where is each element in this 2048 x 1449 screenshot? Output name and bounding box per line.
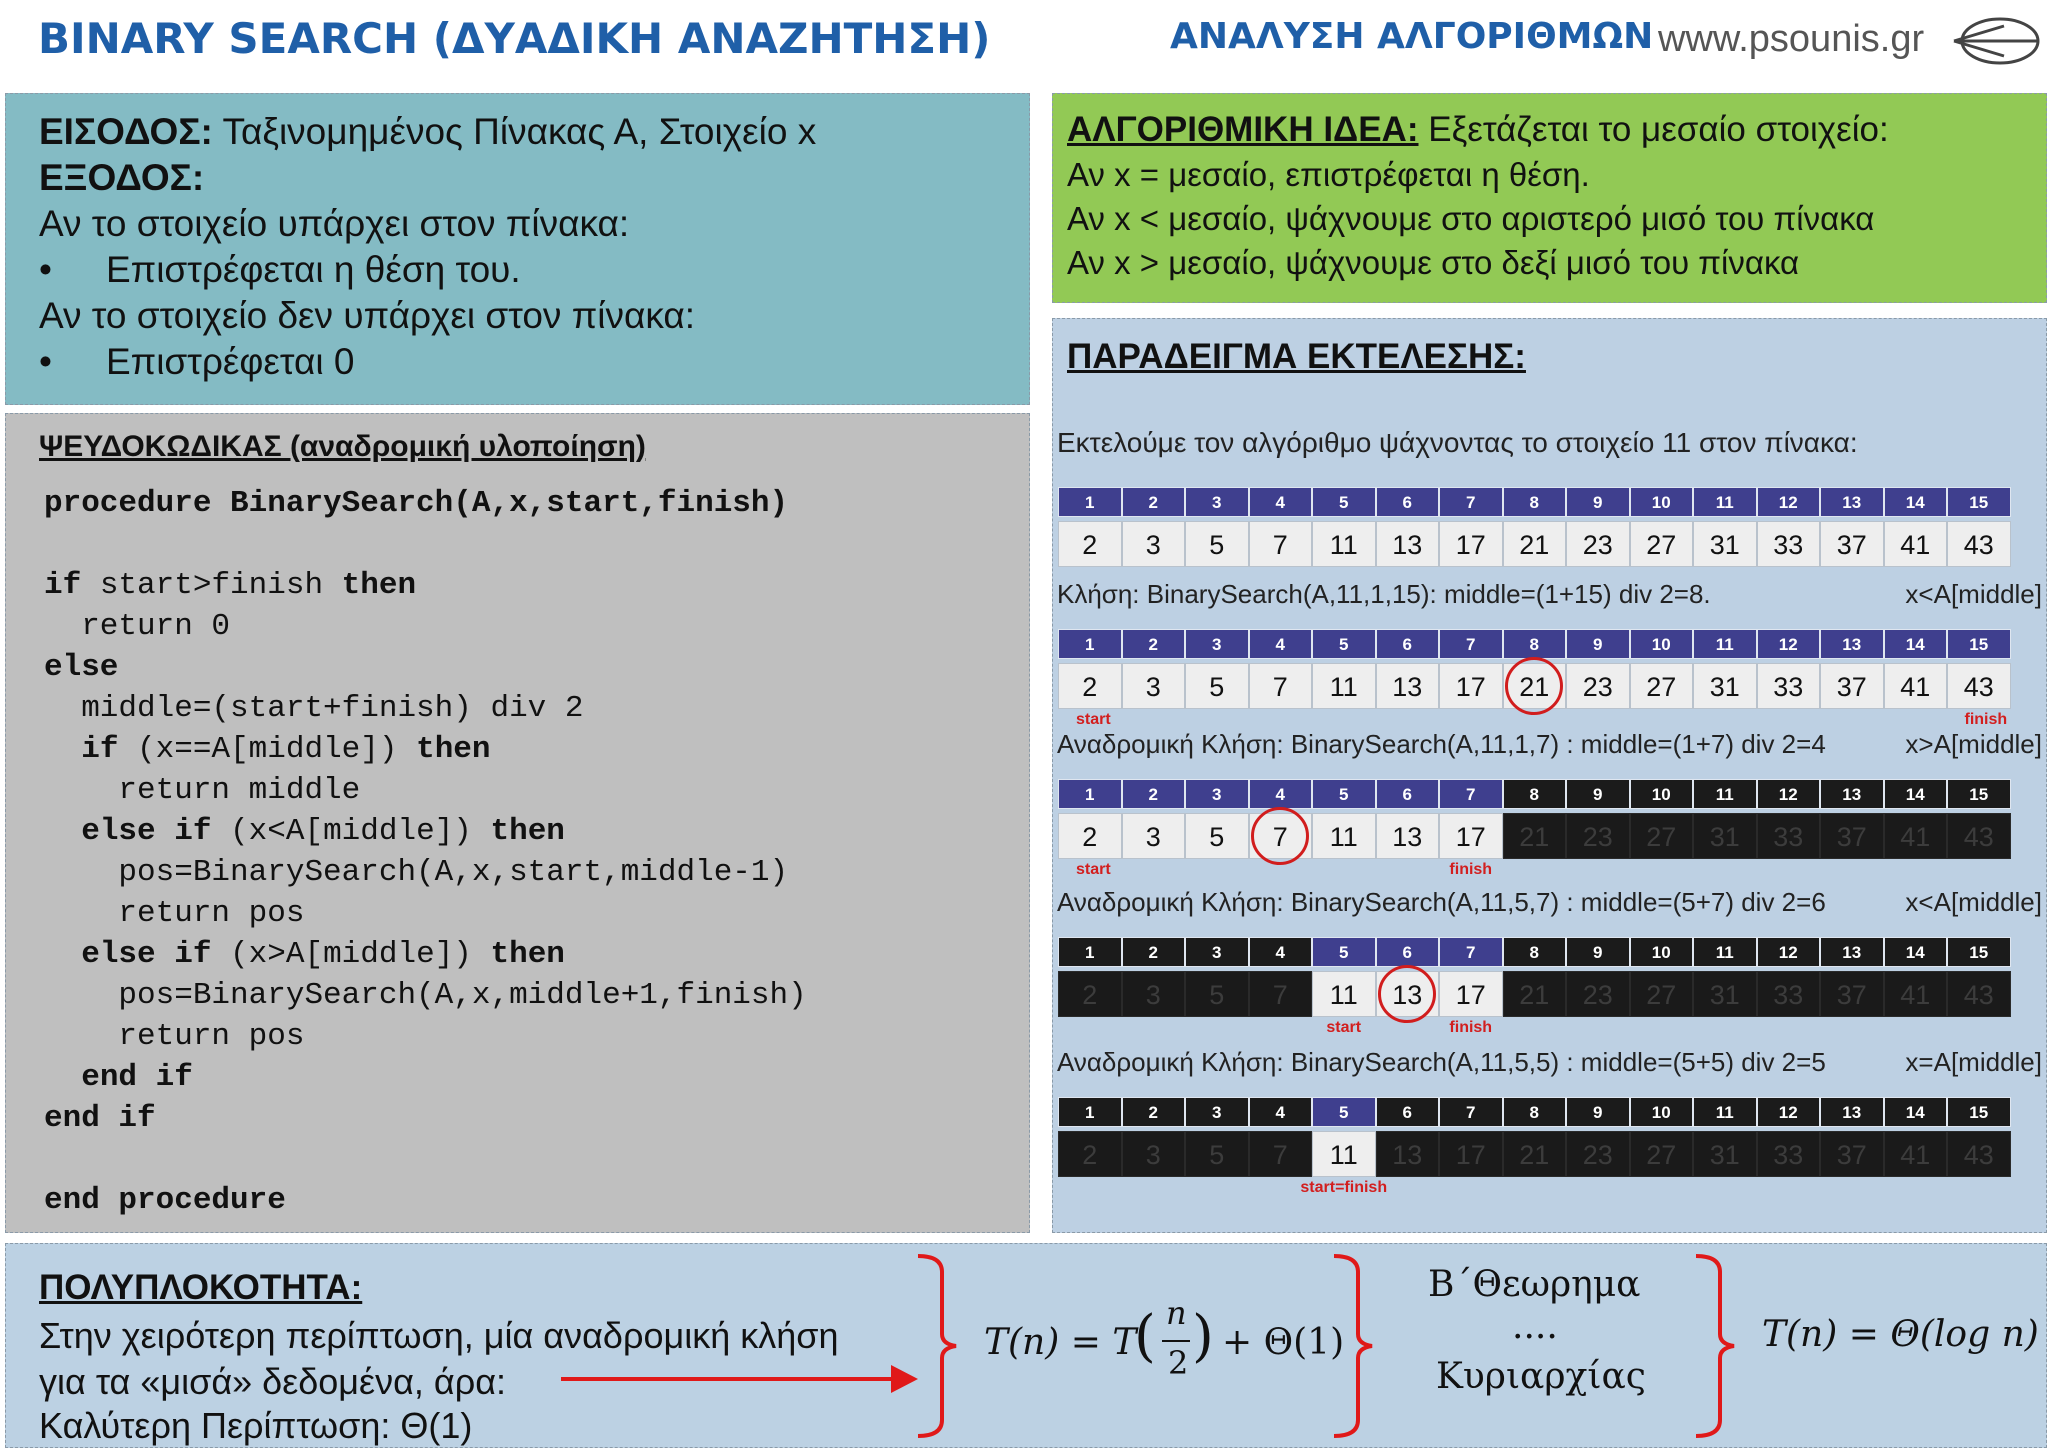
- course-subtitle: ΑΝΑΛΥΣΗ ΑΛΓΟΡΙΘΜΩΝ: [1170, 16, 1654, 57]
- array-index-cell: 8: [1503, 487, 1567, 517]
- recurrence-denominator: 2: [1168, 1344, 1189, 1382]
- array-value-cell: 7: [1249, 663, 1313, 709]
- complexity-line-half: για τα «μισά» δεδομένα, άρα:: [39, 1361, 507, 1402]
- pointer-label: start=finish: [1300, 1179, 1388, 1196]
- array-index-cell: 15: [1947, 779, 2011, 809]
- idea-text: Εξετάζεται το μεσαίο στοιχείο:: [1418, 110, 1889, 149]
- array-index-cell: 2: [1122, 779, 1186, 809]
- array-value-cell: 3: [1122, 521, 1186, 567]
- array-index-cell: 1: [1058, 629, 1122, 659]
- array-value-cell: 23: [1566, 663, 1630, 709]
- array-value-cell: 27: [1630, 1131, 1694, 1177]
- code-line: [44, 773, 360, 808]
- code-line: [44, 1019, 304, 1054]
- idea-line-greater: Αν x > μεσαίο, ψάχνουμε στο δεξί μισό του πίνακα: [1067, 244, 1800, 281]
- array-value-cell: 33: [1757, 1131, 1821, 1177]
- code-line: [44, 855, 788, 890]
- code-keyword: else if: [81, 814, 212, 849]
- theorem-line-3: Κυριαρχίας: [1436, 1356, 1646, 1397]
- array-value-cell: 23: [1566, 813, 1630, 859]
- code-line: [44, 650, 118, 685]
- array-index-cell: 9: [1566, 937, 1630, 967]
- array-index-cell: 5: [1312, 629, 1376, 659]
- code-keyword: end procedure: [44, 1183, 286, 1218]
- code-line: [44, 1183, 286, 1218]
- array-index-cell: 14: [1884, 487, 1948, 517]
- array-index-cell: 8: [1503, 937, 1567, 967]
- if-not-exists-text: Αν το στοιχείο δεν υπάρχει στον πίνακα:: [39, 295, 696, 336]
- recurrence-lhs: T(n) = T: [984, 1322, 1137, 1363]
- array-index-cell: 11: [1693, 779, 1757, 809]
- array-value-cell: 3: [1122, 813, 1186, 859]
- array-value-cell: 31: [1693, 971, 1757, 1017]
- array-index-cell: 13: [1820, 1097, 1884, 1127]
- code-keyword: end if: [44, 1101, 156, 1136]
- step-call-text: Αναδρομική Κλήση: BinarySearch(A,11,5,5) : middle=(5+5) div 2=5: [1057, 1047, 1826, 1077]
- array-value-cell: 41: [1884, 521, 1948, 567]
- array-index-cell: 9: [1566, 779, 1630, 809]
- array-value-cell: 11: [1312, 1131, 1376, 1177]
- array-index-cell: 7: [1439, 937, 1503, 967]
- array-index-cell: 8: [1503, 779, 1567, 809]
- array-index-cell: 7: [1439, 1097, 1503, 1127]
- idea-line-equal: Αν x = μεσαίο, επιστρέφεται η θέση.: [1067, 156, 1590, 193]
- pointer-label: finish: [1964, 711, 2008, 728]
- array-value-cell: 37: [1820, 1131, 1884, 1177]
- array-value-cell: 11: [1312, 521, 1376, 567]
- array-index-cell: 3: [1185, 487, 1249, 517]
- array-index-cell: 14: [1884, 937, 1948, 967]
- pointer-label: start: [1076, 861, 1111, 878]
- array-value-cell: 43: [1947, 1131, 2011, 1177]
- example-heading: ΠΑΡΑΔΕΙΓΜΑ ΕΚΤΕΛΕΣΗΣ:: [1067, 337, 1526, 376]
- array-value-cell: 17: [1439, 813, 1503, 859]
- code-line: [44, 691, 584, 726]
- array-value-cell: 21: [1503, 971, 1567, 1017]
- array-value-cell: 31: [1693, 813, 1757, 859]
- array-index-cell: 6: [1376, 779, 1440, 809]
- code-keyword: then: [490, 937, 565, 972]
- code-text: return 0: [44, 609, 231, 644]
- array-index-cell: 3: [1185, 629, 1249, 659]
- array-value-cell: 37: [1820, 971, 1884, 1017]
- array-value-cell: 21: [1503, 813, 1567, 859]
- array-value-cell: 2: [1058, 1131, 1122, 1177]
- array-value-cell: 31: [1693, 663, 1757, 709]
- recurrence-rhs: + Θ(1): [1222, 1322, 1345, 1363]
- array-index-cell: 13: [1820, 779, 1884, 809]
- array-value-cell: 33: [1757, 663, 1821, 709]
- code-keyword: procedure BinarySearch(A,x,start,finish): [44, 486, 789, 521]
- array-index-cell: 6: [1376, 937, 1440, 967]
- array-value-cell: 11: [1312, 813, 1376, 859]
- code-line: [44, 978, 807, 1013]
- bullet-item-zero: Επιστρέφεται 0: [106, 341, 355, 382]
- output-label: ΕΞΟΔΟΣ:: [39, 157, 205, 198]
- complexity-heading: ΠΟΛΥΠΛΟΚΟΤΗΤΑ:: [39, 1268, 363, 1307]
- code-text: return pos: [44, 896, 305, 931]
- array-index-cell: 8: [1503, 629, 1567, 659]
- array-index-cell: 14: [1884, 779, 1948, 809]
- array-index-cell: 5: [1312, 779, 1376, 809]
- paren-close: ): [1192, 1304, 1214, 1369]
- array-index-cell: 9: [1566, 487, 1630, 517]
- array-value-cell: 23: [1566, 1131, 1630, 1177]
- array-value-cell: 43: [1947, 971, 2011, 1017]
- pseudocode-heading: ΨΕΥΔΟΚΩΔΙΚΑΣ (αναδρομική υλοποίηση): [39, 430, 646, 463]
- array-index-cell: 5: [1312, 937, 1376, 967]
- code-line: [44, 896, 304, 931]
- step-result-text: x=A[middle]: [1905, 1047, 2042, 1077]
- array-value-cell: 41: [1884, 1131, 1948, 1177]
- code-text: middle=(start+finish) div 2: [44, 691, 584, 726]
- code-keyword: if: [44, 568, 82, 603]
- bullet-symbol: •: [39, 249, 52, 290]
- array-value-cell: 2: [1058, 663, 1122, 709]
- bullet-symbol: •: [39, 341, 52, 382]
- array-value-cell: 13: [1376, 813, 1440, 859]
- step-result-text: x<A[middle]: [1905, 887, 2042, 917]
- array-index-cell: 12: [1757, 1097, 1821, 1127]
- array-index-cell: 15: [1947, 629, 2011, 659]
- array-value-cell: 43: [1947, 663, 2011, 709]
- middle-highlight-circle: [1505, 657, 1563, 715]
- code-text: pos=BinarySearch(A,x,middle+1,finish): [44, 978, 807, 1013]
- code-text: (x<A[middle]): [211, 814, 491, 849]
- array-index-cell: 12: [1757, 487, 1821, 517]
- code-line: [44, 609, 230, 644]
- array-value-cell: 27: [1630, 813, 1694, 859]
- io-panel: [5, 93, 1030, 405]
- code-line: [44, 1101, 156, 1136]
- array-value-cell: 37: [1820, 663, 1884, 709]
- theorem-line-1: Β΄Θεωρημα: [1428, 1264, 1641, 1305]
- array-index-cell: 4: [1249, 629, 1313, 659]
- array-index-cell: 7: [1439, 629, 1503, 659]
- array-value-cell: 37: [1820, 521, 1884, 567]
- array-index-cell: 10: [1630, 487, 1694, 517]
- idea-label: ΑΛΓΟΡΙΘΜΙΚΗ ΙΔΕΑ:: [1067, 110, 1419, 149]
- array-value-cell: 2: [1058, 813, 1122, 859]
- pointer-label: start: [1076, 711, 1111, 728]
- array-index-cell: 15: [1947, 1097, 2011, 1127]
- array-index-cell: 5: [1312, 487, 1376, 517]
- array-value-cell: 31: [1693, 1131, 1757, 1177]
- array-value-cell: 13: [1376, 663, 1440, 709]
- array-value-cell: 33: [1757, 813, 1821, 859]
- array-index-cell: 9: [1566, 629, 1630, 659]
- array-index-cell: 1: [1058, 779, 1122, 809]
- step-call-text: Αναδρομική Κλήση: BinarySearch(A,11,5,7) : middle=(5+7) div 2=6: [1057, 887, 1826, 917]
- array-value-cell: 21: [1503, 663, 1567, 709]
- array-value-cell: 31: [1693, 521, 1757, 567]
- array-index-cell: 15: [1947, 487, 2011, 517]
- array-index-cell: 3: [1185, 937, 1249, 967]
- array-value-cell: 43: [1947, 521, 2011, 567]
- code-text: pos=BinarySearch(A,x,start,middle-1): [44, 855, 789, 890]
- array-index-cell: 6: [1376, 629, 1440, 659]
- array-value-cell: 27: [1630, 971, 1694, 1017]
- array-index-cell: 13: [1820, 629, 1884, 659]
- logo-icon: [1950, 14, 2042, 68]
- complexity-line-best: Καλύτερη Περίπτωση: Θ(1): [39, 1405, 473, 1446]
- pointer-label: start: [1326, 1019, 1362, 1036]
- input-line: [39, 108, 816, 155]
- array-index-cell: 4: [1249, 779, 1313, 809]
- array-index-cell: 12: [1757, 629, 1821, 659]
- theorem-line-2: ....: [1512, 1306, 1558, 1347]
- array-value-cell: 7: [1249, 971, 1313, 1017]
- array-value-cell: 7: [1249, 813, 1313, 859]
- code-keyword: else: [44, 650, 119, 685]
- array-index-cell: 3: [1185, 1097, 1249, 1127]
- array-value-cell: 17: [1439, 521, 1503, 567]
- recurrence-numerator: n: [1166, 1294, 1187, 1332]
- array-value-cell: 2: [1058, 521, 1122, 567]
- array-index-cell: 10: [1630, 937, 1694, 967]
- array-value-cell: 3: [1122, 1131, 1186, 1177]
- code-keyword: if: [81, 732, 119, 767]
- array-value-cell: 27: [1630, 521, 1694, 567]
- array-index-cell: 11: [1693, 487, 1757, 517]
- middle-highlight-circle: [1251, 807, 1309, 865]
- array-index-cell: 2: [1122, 937, 1186, 967]
- if-exists-text: Αν το στοιχείο υπάρχει στον πίνακα:: [39, 203, 630, 244]
- array-value-cell: 7: [1249, 1131, 1313, 1177]
- array-value-cell: 13: [1376, 521, 1440, 567]
- array-index-cell: 6: [1376, 487, 1440, 517]
- array-index-cell: 4: [1249, 1097, 1313, 1127]
- array-index-cell: 5: [1312, 1097, 1376, 1127]
- array-value-cell: 41: [1884, 971, 1948, 1017]
- array-value-cell: 13: [1376, 1131, 1440, 1177]
- execution-example-panel: [1052, 318, 2047, 1233]
- array-index-cell: 9: [1566, 1097, 1630, 1127]
- idea-line-less: Αν x < μεσαίο, ψάχνουμε στο αριστερό μισό του πίνακα: [1067, 200, 1875, 237]
- code-text: start>finish: [81, 568, 342, 603]
- array-value-cell: 5: [1185, 521, 1249, 567]
- website-link[interactable]: www.psounis.gr: [1658, 18, 1925, 60]
- array-index-cell: 12: [1757, 779, 1821, 809]
- code-text: (x==A[middle]): [118, 732, 417, 767]
- input-label: ΕΙΣΟΔΟΣ:: [39, 111, 213, 152]
- code-text: return pos: [44, 1019, 305, 1054]
- idea-heading: [1067, 110, 1889, 150]
- code-line: [44, 814, 565, 849]
- array-index-cell: 4: [1249, 487, 1313, 517]
- step-call-text: Κλήση: BinarySearch(A,11,1,15): middle=(1+15) div 2=8.: [1057, 579, 1711, 609]
- code-text: return middle: [44, 773, 361, 808]
- code-line: [44, 1060, 193, 1095]
- code-line: [44, 937, 565, 972]
- step-call-text: Αναδρομική Κλήση: BinarySearch(A,11,1,7) : middle=(1+7) div 2=4: [1057, 729, 1826, 759]
- array-index-cell: 10: [1630, 629, 1694, 659]
- algorithmic-idea-panel: [1052, 93, 2047, 303]
- array-index-cell: 1: [1058, 487, 1122, 517]
- array-index-cell: 7: [1439, 487, 1503, 517]
- array-index-cell: 3: [1185, 779, 1249, 809]
- array-index-cell: 2: [1122, 629, 1186, 659]
- brace-icon: [1696, 1256, 1734, 1436]
- step-result-text: x>A[middle]: [1905, 729, 2042, 759]
- array-index-cell: 14: [1884, 629, 1948, 659]
- array-value-cell: 5: [1185, 971, 1249, 1017]
- array-value-cell: 5: [1185, 813, 1249, 859]
- array-index-cell: 12: [1757, 937, 1821, 967]
- array-value-cell: 3: [1122, 971, 1186, 1017]
- complexity-panel: [5, 1243, 2047, 1448]
- array-index-cell: 11: [1693, 937, 1757, 967]
- array-value-cell: 3: [1122, 663, 1186, 709]
- brace-icon: [918, 1256, 956, 1436]
- array-value-cell: 41: [1884, 663, 1948, 709]
- array-value-cell: 37: [1820, 813, 1884, 859]
- code-text: (x>A[middle]): [211, 937, 491, 972]
- array-index-cell: 2: [1122, 487, 1186, 517]
- array-value-cell: 11: [1312, 663, 1376, 709]
- array-index-cell: 8: [1503, 1097, 1567, 1127]
- array-index-cell: 13: [1820, 487, 1884, 517]
- array-value-cell: 21: [1503, 521, 1567, 567]
- complexity-line-worst: Στην χειρότερη περίπτωση, μία αναδρομική κλήση: [39, 1315, 839, 1356]
- code-keyword: else if: [81, 937, 212, 972]
- fraction-bar: [1162, 1340, 1190, 1342]
- pseudocode-panel: [5, 413, 1030, 1233]
- code-line: [44, 568, 416, 603]
- middle-highlight-circle: [1378, 965, 1436, 1023]
- example-intro: Εκτελούμε τον αλγόριθμο ψάχνοντας το στοιχείο 11 στον πίνακα:: [1057, 427, 1858, 458]
- array-value-cell: 43: [1947, 813, 2011, 859]
- array-value-cell: 17: [1439, 1131, 1503, 1177]
- array-index-cell: 15: [1947, 937, 2011, 967]
- array-value-cell: 2: [1058, 971, 1122, 1017]
- array-value-cell: 41: [1884, 813, 1948, 859]
- array-value-cell: 33: [1757, 521, 1821, 567]
- array-index-cell: 4: [1249, 937, 1313, 967]
- array-value-cell: 23: [1566, 971, 1630, 1017]
- pointer-label: finish: [1449, 861, 1493, 878]
- array-value-cell: 33: [1757, 971, 1821, 1017]
- array-value-cell: 17: [1439, 971, 1503, 1017]
- code-line: [44, 486, 788, 521]
- array-value-cell: 17: [1439, 663, 1503, 709]
- pointer-label: finish: [1449, 1019, 1493, 1036]
- code-keyword: then: [416, 732, 491, 767]
- code-keyword: then: [341, 568, 417, 603]
- array-index-cell: 1: [1058, 1097, 1122, 1127]
- array-value-cell: 13: [1376, 971, 1440, 1017]
- array-index-cell: 7: [1439, 779, 1503, 809]
- array-index-cell: 10: [1630, 779, 1694, 809]
- array-index-cell: 13: [1820, 937, 1884, 967]
- array-index-cell: 11: [1693, 1097, 1757, 1127]
- input-text: Ταξινομημένος Πίνακας Α, Στοιχείο x: [212, 111, 817, 152]
- array-value-cell: 11: [1312, 971, 1376, 1017]
- bullet-item-position: Επιστρέφεται η θέση του.: [106, 249, 521, 290]
- array-value-cell: 23: [1566, 521, 1630, 567]
- step-result-text: x<A[middle]: [1905, 579, 2042, 609]
- paren-open: (: [1134, 1304, 1156, 1369]
- array-value-cell: 5: [1185, 663, 1249, 709]
- page-title: BINARY SEARCH (ΔΥΑΔΙΚΗ ΑΝΑΖΗΤΗΣΗ): [38, 14, 991, 63]
- array-index-cell: 14: [1884, 1097, 1948, 1127]
- array-value-cell: 21: [1503, 1131, 1567, 1177]
- code-keyword: then: [490, 814, 565, 849]
- array-value-cell: 7: [1249, 521, 1313, 567]
- arrow-head-icon: [891, 1365, 918, 1393]
- array-index-cell: 2: [1122, 1097, 1186, 1127]
- array-value-cell: 5: [1185, 1131, 1249, 1177]
- code-line: [44, 732, 491, 767]
- array-value-cell: 27: [1630, 663, 1694, 709]
- array-index-cell: 1: [1058, 937, 1122, 967]
- array-index-cell: 6: [1376, 1097, 1440, 1127]
- array-index-cell: 11: [1693, 629, 1757, 659]
- complexity-result: T(n) = Θ(log n): [1762, 1314, 2039, 1355]
- array-index-cell: 10: [1630, 1097, 1694, 1127]
- code-keyword: end if: [81, 1060, 193, 1095]
